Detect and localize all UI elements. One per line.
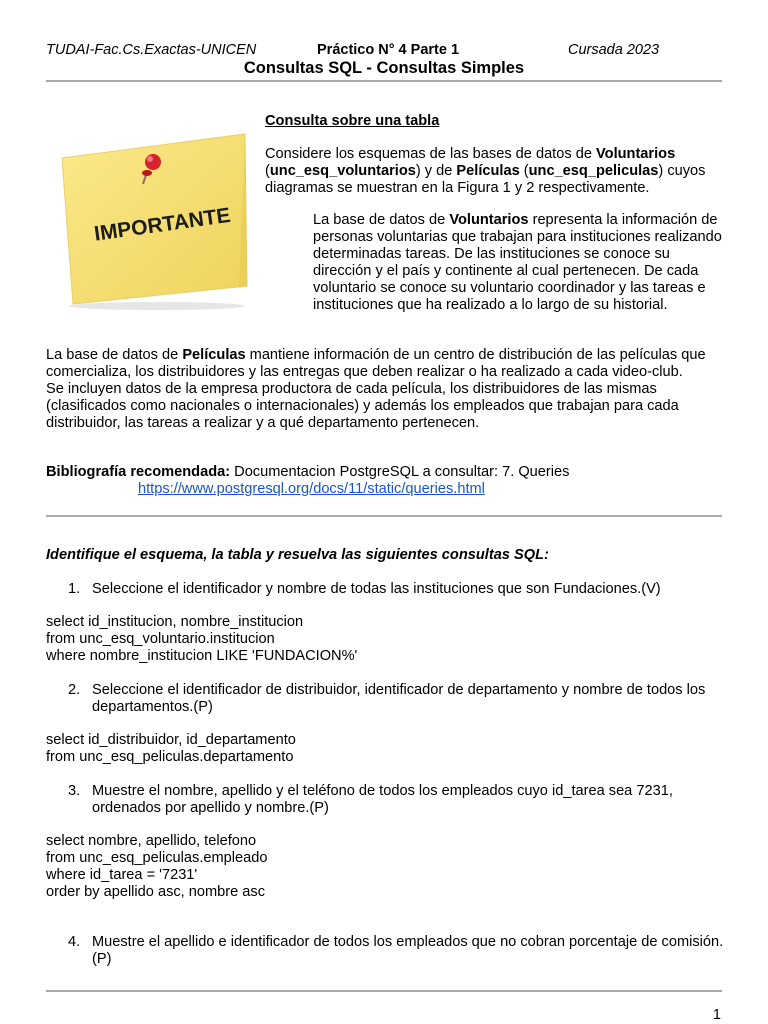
important-note-image [57,120,250,310]
question-1: 1. Seleccione el identificador y nombre de todas las instituciones que son Fundaciones.(V) [68,581,661,597]
postgresql-docs-link[interactable]: https://www.postgresql.org/docs/11/static/queries.html [138,481,485,497]
peliculas-paragraph: La base de datos de Películas mantiene información de un centro de distribución de las películas que comercializa, los distribuidores y las entregas que deben realizar o ha realizado a cada video-club. Se incluyen datos de la empresa productora de cada película, los distribuidores de las mismas (clasificados como nacionales o internacionales) y además los empleados que trabajan para cada distribuidor, las tareas a realizar y a qué departamento pertenecen. [46,347,706,431]
header-divider [46,80,722,82]
header-course: TUDAI-Fac.Cs.Exactas-UNICEN [46,42,257,58]
header-practice: Práctico N° 4 Parte 1 [317,42,460,58]
page-title: Consultas SQL - Consultas Simples [243,59,525,77]
question-2: 2. Seleccione el identificador de distribuidor, identificador de departamento y nombre de todos los departamentos.(P) [68,682,706,715]
instructions-heading: Identifique el esquema, la tabla y resuelva las siguientes consultas SQL: [46,547,549,563]
sql-answer-2: select id_distribuidor, id_departamento from unc_esq_peliculas.departamento [46,732,296,765]
important-label: IMPORTANTE [92,203,232,246]
footer-divider [46,990,722,992]
question-4: 4. Muestre el apellido e identificador de todos los empleados que no cobran porcentaje de comisión.(P) [68,934,724,967]
bibliography: Bibliografía recomendada: Documentacion PostgreSQL a consultar: 7. Queries [46,464,570,480]
sql-answer-1: select id_institucion, nombre_institucion from unc_esq_voluntario.institucion where nombre_institucion LIKE 'FUNDACION%' [46,614,358,664]
section-divider [46,515,722,517]
header-year: Cursada 2023 [568,42,660,58]
voluntarios-paragraph: La base de datos de Voluntarios representa la información de personas voluntarias que trabajan para instituciones realizando determinadas tareas. De las instituciones se conoce su dirección y el país y continente al cual pertenecen. De cada voluntario se conoce su voluntario coordinador y las tareas e instituciones que ha realizado a lo largo de su historial. [313,212,722,313]
sql-answer-3: select nombre, apellido, telefono from unc_esq_peliculas.empleado where id_tarea = '7231' order by apellido asc, nombre asc [46,833,268,900]
page-number: 1 [712,1007,721,1023]
section-subtitle: Consulta sobre una tabla [265,113,440,129]
intro-paragraph: Considere los esquemas de las bases de datos de Voluntarios (unc_esq_voluntarios) y de Películas (unc_esq_peliculas) cuyos diagramas se muestran en la Figura 1 y 2 respectivamente. [265,146,706,196]
question-3: 3. Muestre el nombre, apellido y el teléfono de todos los empleados cuyo id_tarea sea 7231, ordenados por apellido y nombre.(P) [68,783,673,816]
